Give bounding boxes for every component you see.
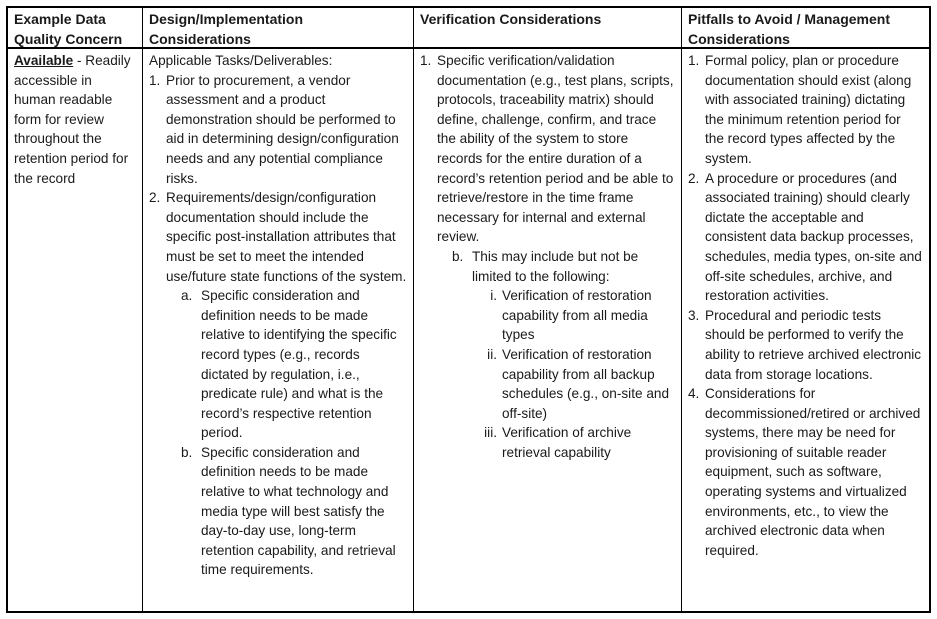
list-text: Specific consideration and definition needs to be made relative to identifying the specific record types (e.g., records dictated by regulation, i.e., predicate rule) and what is the record’s respective retention period. xyxy=(201,288,397,441)
list-marker: b. xyxy=(181,444,193,460)
list-text: Verification of restoration capability from all backup schedules (e.g., on-site and off-site) xyxy=(502,346,670,421)
cell-design-implementation xyxy=(142,49,413,611)
cell-verification xyxy=(413,49,681,611)
list-text-body: This may include but not be limited to the following: xyxy=(472,248,639,284)
list-text-body: Requirements/design/configuration documentation should include the specific post-installation attributes that must be set to meet the intended use/future state functions of the system. xyxy=(166,190,407,284)
list-text: Prior to procurement, a vendor assessment and a product demonstration should be performed to aid in determining design/configuration needs and any potential compliance risks. xyxy=(166,72,399,186)
list-item xyxy=(149,71,407,189)
concern-term: Available xyxy=(14,53,74,68)
list-marker: a. xyxy=(181,288,193,304)
list-marker: 2. xyxy=(688,170,700,186)
cell-pitfalls xyxy=(681,49,929,611)
list-item xyxy=(181,443,407,580)
list-marker: 1. xyxy=(420,53,432,68)
design-intro: Applicable Tasks/Deliverables: xyxy=(149,53,333,68)
list-text: Formal policy, plan or procedure documentation should exist (along with associated training) dictating the minimum retention period for the record types affected by the system. xyxy=(705,53,912,166)
list-text: Procedural and periodic tests should be performed to verify the ability to retrieve archived electronic data from storage locations. xyxy=(705,307,922,382)
list-item xyxy=(149,188,407,580)
header-cell-verification: Verification Considerations xyxy=(413,8,681,49)
list-marker: ii. xyxy=(487,346,497,362)
list-item xyxy=(480,423,675,462)
header-cell-pitfalls: Pitfalls to Avoid / Management Considerations xyxy=(681,8,929,49)
header-cell-example-data-quality-concern: Example Data Quality Concern xyxy=(8,8,142,49)
list-item xyxy=(688,169,923,306)
list-item xyxy=(181,286,407,443)
list-text: A procedure or procedures (and associated training) should clearly dictate the acceptable and consistent data backup processes, schedules, media types, on-site and off-site schedules, archive, and restoration activities. xyxy=(705,170,922,304)
cell-example-data-quality-concern xyxy=(8,49,142,611)
data-quality-table xyxy=(6,6,931,613)
list-item xyxy=(688,306,923,384)
list-item xyxy=(420,51,675,462)
list-marker: 4. xyxy=(688,386,700,402)
list-text xyxy=(437,51,675,462)
list-item xyxy=(480,345,675,423)
list-marker: iii. xyxy=(484,425,497,441)
list-text-body: Specific verification/validation documentation (e.g., test plans, scripts, protocols, traceability matrix) should define, challenge, confirm, and trace the ability of the system to store records for the entire duration of a record’s retention period and be able to retrieve/restore in the time frame necessary for internal and external review. xyxy=(437,53,674,245)
list-item xyxy=(688,51,923,169)
list-marker: 3. xyxy=(688,307,700,323)
list-item xyxy=(480,286,675,345)
concern-description: - Readily accessible in human readable form for review throughout the retention period for the record xyxy=(14,53,131,186)
list-marker: 1. xyxy=(149,72,161,88)
list-text xyxy=(166,188,407,580)
list-item xyxy=(452,247,675,463)
list-marker: 2. xyxy=(149,190,161,206)
list-text xyxy=(472,247,675,463)
list-text: Verification of restoration capability from all media types xyxy=(502,288,652,343)
list-text: Specific consideration and definition needs to be made relative to what technology and media type will best satisfy the day-to-day use, long-term retention capability, and retrieval time requirements. xyxy=(201,444,396,578)
list-marker: b. xyxy=(452,248,464,264)
list-marker: i. xyxy=(490,288,497,304)
list-marker: 1. xyxy=(688,53,700,68)
list-text: Verification of archive retrieval capability xyxy=(502,425,632,460)
header-cell-design-implementation: Design/Implementation Considerations xyxy=(142,8,413,49)
list-item xyxy=(688,384,923,560)
list-text: Considerations for decommissioned/retired or archived systems, there may be need for provisioning of suitable reader equipment, such as software, operating systems and virtualized environments, etc., to view the archived electronic data when required. xyxy=(705,386,921,558)
